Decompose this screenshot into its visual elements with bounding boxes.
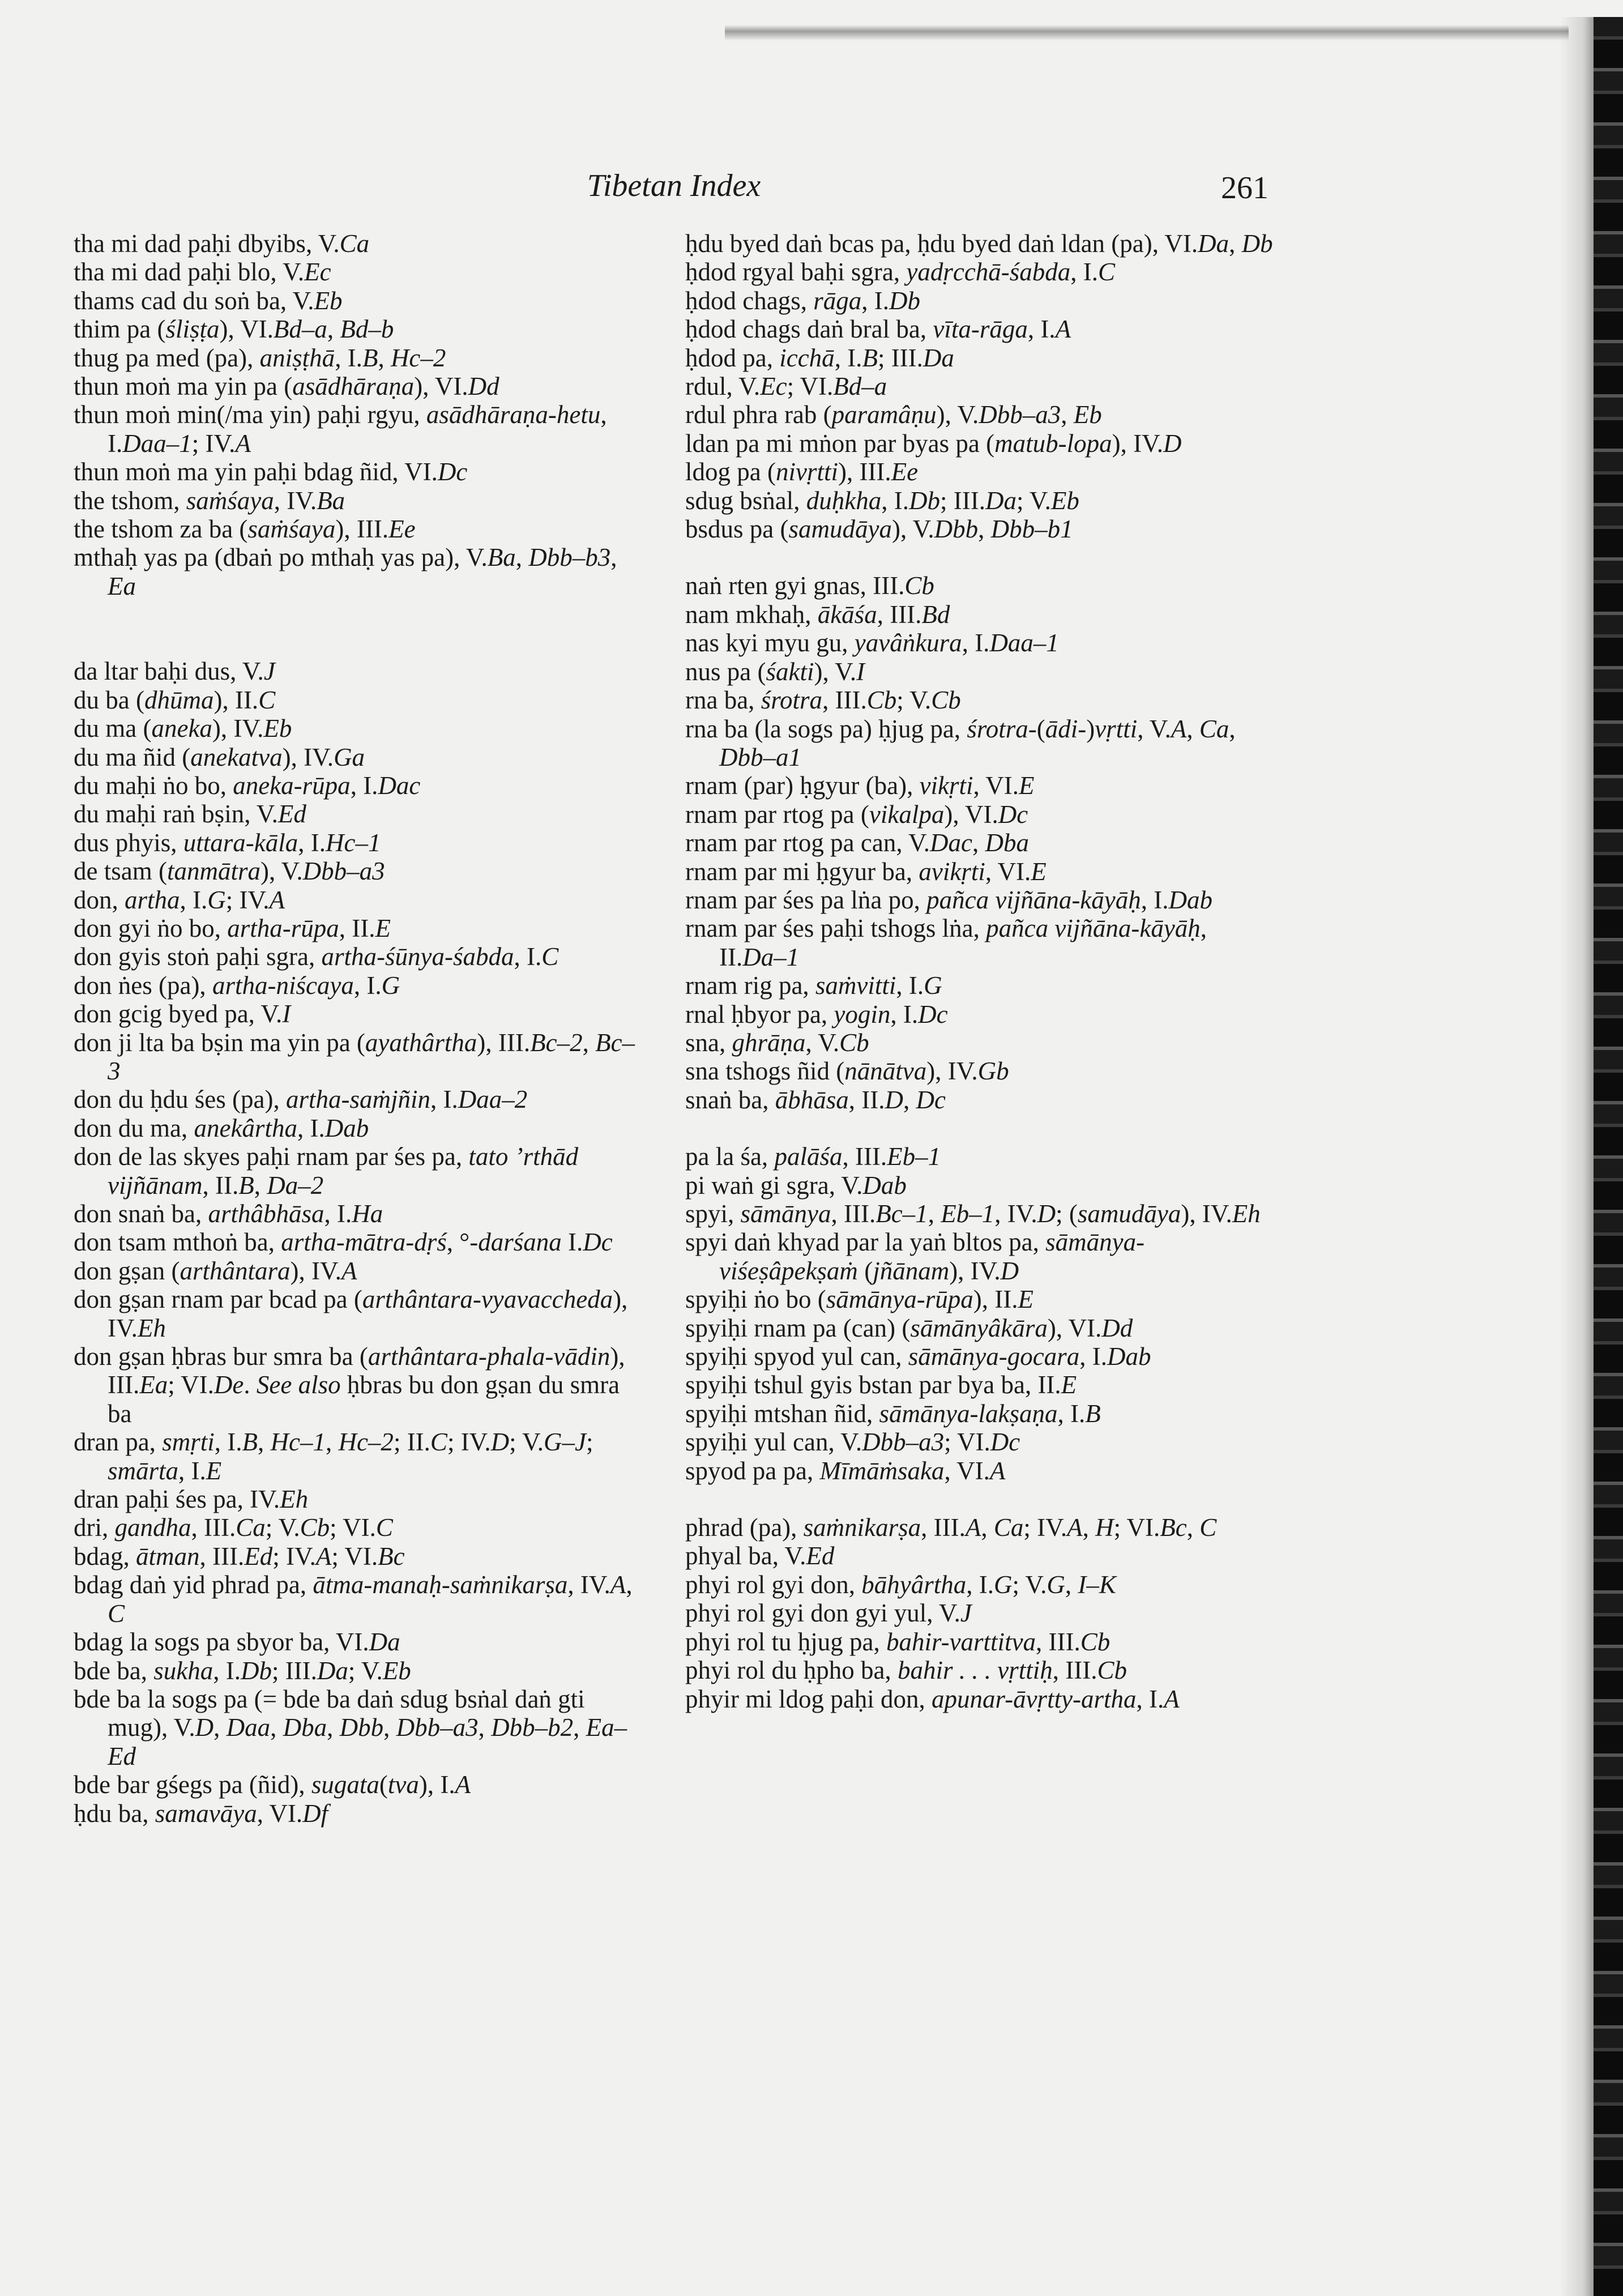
index-entry: du ma (aneka), IV.Eb	[74, 714, 292, 743]
index-entry: rnal ḥbyor pa, yogin, I.Dc	[685, 1000, 948, 1028]
index-column-left	[74, 229, 640, 1828]
index-entry: ḥdod chags daṅ bral ba, vīta-rāga, I.A	[685, 315, 1071, 344]
index-entry: spyiḥi rnam pa (can) (sāmānyâkāra), VI.Dd	[685, 1313, 1133, 1342]
index-entry: phyal ba, V.Ed	[685, 1542, 835, 1571]
index-entry: bdag daṅ yid phrad pa, ātma-manaḥ-saṁnikarṣa, IV.A, C	[74, 1571, 633, 1628]
index-entry: mthaḥ yas pa (dbaṅ po mthaḥ yas pa), V.Ba, Dbb–b3, Ea	[74, 543, 617, 600]
index-entry: ḥdod pa, icchā, I.B; III.Da	[685, 343, 954, 372]
index-entry: don du ḥdu śes (pa), artha-saṁjñin, I.Daa–2	[74, 1085, 528, 1114]
index-entry: don tsam mthoṅ ba, artha-mātra-dṛś, °-darśana I.Dc	[74, 1228, 613, 1257]
index-entry: rnam par śes pa lṅa po, pañca vijñāna-kāyāḥ, I.Dab	[685, 885, 1213, 914]
index-entry: the tshom, saṁśaya, IV.Ba	[74, 486, 345, 515]
index-entry: nam mkhaḥ, ākāśa, III.Bd	[685, 600, 950, 629]
section-gap	[685, 1114, 1274, 1142]
index-entry: sna, ghrāṇa, V.Cb	[685, 1028, 869, 1057]
page-header	[0, 168, 1623, 213]
section-gap	[685, 1485, 1274, 1513]
index-entry: phyi rol gyi don, bāhyârtha, I.G; V.G, I–K	[685, 1570, 1116, 1599]
index-entry: rnam rig pa, saṁvitti, I.G	[685, 971, 942, 1000]
index-entry: dus phyis, uttara-kāla, I.Hc–1	[74, 828, 381, 857]
index-entry: thim pa (śliṣṭa), VI.Bd–a, Bd–b	[74, 315, 394, 344]
index-entry: ḥdu ba, samavāya, VI.Df	[74, 1799, 328, 1828]
index-entry: phyir mi ldog paḥi don, apunar-āvṛtty-artha, I.A	[685, 1684, 1180, 1713]
index-column-right	[685, 229, 1274, 1713]
index-entry: du maḥi ṅo bo, aneka-rūpa, I.Dac	[74, 771, 421, 800]
index-entry: don gcig byed pa, V.I	[74, 1000, 291, 1028]
scan-shadow	[1560, 17, 1594, 2296]
index-entry: spyiḥi tshul gyis bstan par bya ba, II.E	[685, 1371, 1077, 1399]
index-entry: rnam par mi ḥgyur ba, avikṛti, VI.E	[685, 857, 1047, 886]
index-entry: nas kyi myu gu, yavâṅkura, I.Daa–1	[685, 629, 1059, 658]
index-entry: tha mi dad paḥi dbyibs, V.Ca	[74, 229, 370, 258]
index-entry: spyi daṅ khyad par la yaṅ bltos pa, sāmānya-viśeṣâpekṣaṁ (jñānam), IV.D	[685, 1228, 1145, 1285]
index-entry: don gṣan (arthântara), IV.A	[74, 1256, 357, 1285]
index-entry: rna ba (la sogs pa) ḥjug pa, śrotra-(ādi-)vṛtti, V.A, Ca, Dbb–a1	[685, 714, 1236, 771]
index-entry: don, artha, I.G; IV.A	[74, 885, 285, 914]
index-entry: don gyis stoṅ paḥi sgra, artha-śūnya-śabda, I.C	[74, 942, 559, 971]
index-entry: rnam (par) ḥgyur (ba), vikṛti, VI.E	[685, 771, 1035, 800]
index-entry: phyi rol tu ḥjug pa, bahir-varttitva, III.Cb	[685, 1627, 1111, 1656]
section-gap	[685, 543, 1274, 571]
index-entry: spyiḥi mtshan ñid, sāmānya-lakṣaṇa, I.B	[685, 1399, 1101, 1428]
index-entry: spyiḥi yul can, V.Dbb–a3; VI.Dc	[685, 1428, 1020, 1457]
index-entry: ldan pa mi mṅon par byas pa (matub-lopa), IV.D	[685, 429, 1182, 458]
index-entry: tha mi dad paḥi blo, V.Ec	[74, 258, 331, 287]
index-entry: dran pa, smṛti, I.B, Hc–1, Hc–2; II.C; IV.D; V.G–J; smārta, I.E	[74, 1428, 593, 1485]
index-entry: sna tshogs ñid (nānātva), IV.Gb	[685, 1057, 1009, 1086]
index-entry: rnam par rtog pa can, V.Dac, Dba	[685, 829, 1029, 857]
index-entry: ḥdod rgyal baḥi sgra, yadṛcchā-śabda, I.C	[685, 258, 1116, 287]
index-entry: dran paḥi śes pa, IV.Eh	[74, 1485, 309, 1514]
index-entry: dri, gandha, III.Ca; V.Cb; VI.C	[74, 1513, 393, 1542]
index-entry: ḥdu byed daṅ bcas pa, ḥdu byed daṅ ldan (pa), VI.Da, Db	[685, 229, 1273, 258]
index-entry: da ltar baḥi dus, V.J	[74, 657, 275, 686]
section-gap	[74, 600, 640, 657]
index-entry: spyiḥi ṅo bo (sāmānya-rūpa), II.E	[685, 1285, 1033, 1314]
index-entry: don gṣan ḥbras bur smra ba (arthântara-phala-vādin), III.Ea; VI.De. See also ḥbras bu don gṣan du smra ba	[74, 1342, 625, 1428]
index-entry: du ba (dhūma), II.C	[74, 685, 276, 714]
index-entry: ldog pa (nivṛtti), III.Ee	[685, 458, 919, 486]
index-entry: du ma ñid (anekatva), IV.Ga	[74, 742, 365, 771]
index-entry: thun moṅ ma yin pa (asādhāraṇa), VI.Dd	[74, 372, 499, 401]
scan-artifact-line	[725, 25, 1569, 41]
index-entry: phrad (pa), saṁnikarṣa, III.A, Ca; IV.A, H; VI.Bc, C	[685, 1513, 1217, 1542]
index-entry: thug pa med (pa), aniṣṭhā, I.B, Hc–2	[74, 343, 446, 372]
index-entry: the tshom za ba (saṁśaya), III.Ee	[74, 515, 416, 544]
index-entry: rnam par śes paḥi tshogs lṅa, pañca vijñāna-kāyāḥ, II.Da–1	[685, 914, 1207, 971]
index-entry: thun moṅ min(/ma yin) paḥi rgyu, asādhāraṇa-hetu, I.Daa–1; IV.A	[74, 400, 607, 458]
index-entry: spyiḥi spyod yul can, sāmānya-gocara, I.Dab	[685, 1342, 1151, 1371]
index-entry: spyi, sāmānya, III.Bc–1, Eb–1, IV.D; (samudāya), IV.Eh	[685, 1200, 1261, 1228]
index-entry: thun moṅ ma yin paḥi bdag ñid, VI.Dc	[74, 458, 468, 486]
index-entry: sdug bsṅal, duḥkha, I.Db; III.Da; V.Eb	[685, 486, 1079, 515]
index-entry: rdul, V.Ec; VI.Bd–a	[685, 372, 887, 401]
index-entry: don snaṅ ba, arthâbhāsa, I.Ha	[74, 1200, 383, 1228]
index-entry: snaṅ ba, ābhāsa, II.D, Dc	[685, 1085, 946, 1114]
index-entry: pi waṅ gi sgra, V.Dab	[685, 1171, 907, 1200]
index-entry: bdag la sogs pa sbyor ba, VI.Da	[74, 1628, 400, 1657]
index-entry: phyi rol gyi don gyi yul, V.J	[685, 1599, 972, 1628]
index-entry: naṅ rten gyi gnas, III.Cb	[685, 571, 934, 600]
index-entry: rna ba, śrotra, III.Cb; V.Cb	[685, 686, 961, 715]
index-entry: thams cad du soṅ ba, V.Eb	[74, 286, 343, 315]
index-entry: bde bar gśegs pa (ñid), sugata(tva), I.A	[74, 1770, 471, 1799]
index-entry: don du ma, anekârtha, I.Dab	[74, 1113, 369, 1142]
index-entry: bsdus pa (samudāya), V.Dbb, Dbb–b1	[685, 515, 1073, 544]
index-entry: bdag, ātman, III.Ed; IV.A; VI.Bc	[74, 1542, 405, 1571]
index-entry: bde ba, sukha, I.Db; III.Da; V.Eb	[74, 1656, 411, 1685]
index-entry: rnam par rtog pa (vikalpa), VI.Dc	[685, 800, 1028, 829]
running-title: Tibetan Index	[587, 168, 761, 203]
index-entry: du maḥi raṅ bṣin, V.Ed	[74, 800, 306, 829]
index-entry: phyi rol du ḥpho ba, bahir . . . vṛttiḥ, III.Cb	[685, 1656, 1127, 1685]
index-entry: ḥdod chags, rāga, I.Db	[685, 286, 920, 315]
index-entry: bde ba la sogs pa (= bde ba daṅ sdug bsṅal daṅ gti mug), V.D, Daa, Dba, Dbb, Dbb–a3, Dbb–b2, Ea–Ed	[74, 1684, 627, 1770]
index-entry: rdul phra rab (paramâṇu), V.Dbb–a3, Eb	[685, 400, 1102, 429]
index-entry: don ṅes (pa), artha-niścaya, I.G	[74, 971, 400, 1000]
index-entry: don ji lta ba bṣin ma yin pa (ayathârtha), III.Bc–2, Bc–3	[74, 1028, 635, 1085]
index-entry: spyod pa pa, Mīmāṁsaka, VI.A	[685, 1456, 1006, 1485]
index-entry: de tsam (tanmātra), V.Dbb–a3	[74, 857, 385, 886]
index-entry: don gṣan rnam par bcad pa (arthântara-vyavaccheda), IV.Eh	[74, 1285, 628, 1342]
page-number: 261	[1221, 170, 1268, 206]
index-entry: pa la śa, palāśa, III.Eb–1	[685, 1142, 941, 1171]
index-entry: nus pa (śakti), V.I	[685, 657, 865, 686]
scan-edge	[1594, 17, 1623, 2296]
index-entry: don gyi ṅo bo, artha-rūpa, II.E	[74, 914, 391, 942]
index-entry: don de las skyes paḥi rnam par śes pa, tato ’rthād vijñānam, II.B, Da–2	[74, 1142, 579, 1200]
